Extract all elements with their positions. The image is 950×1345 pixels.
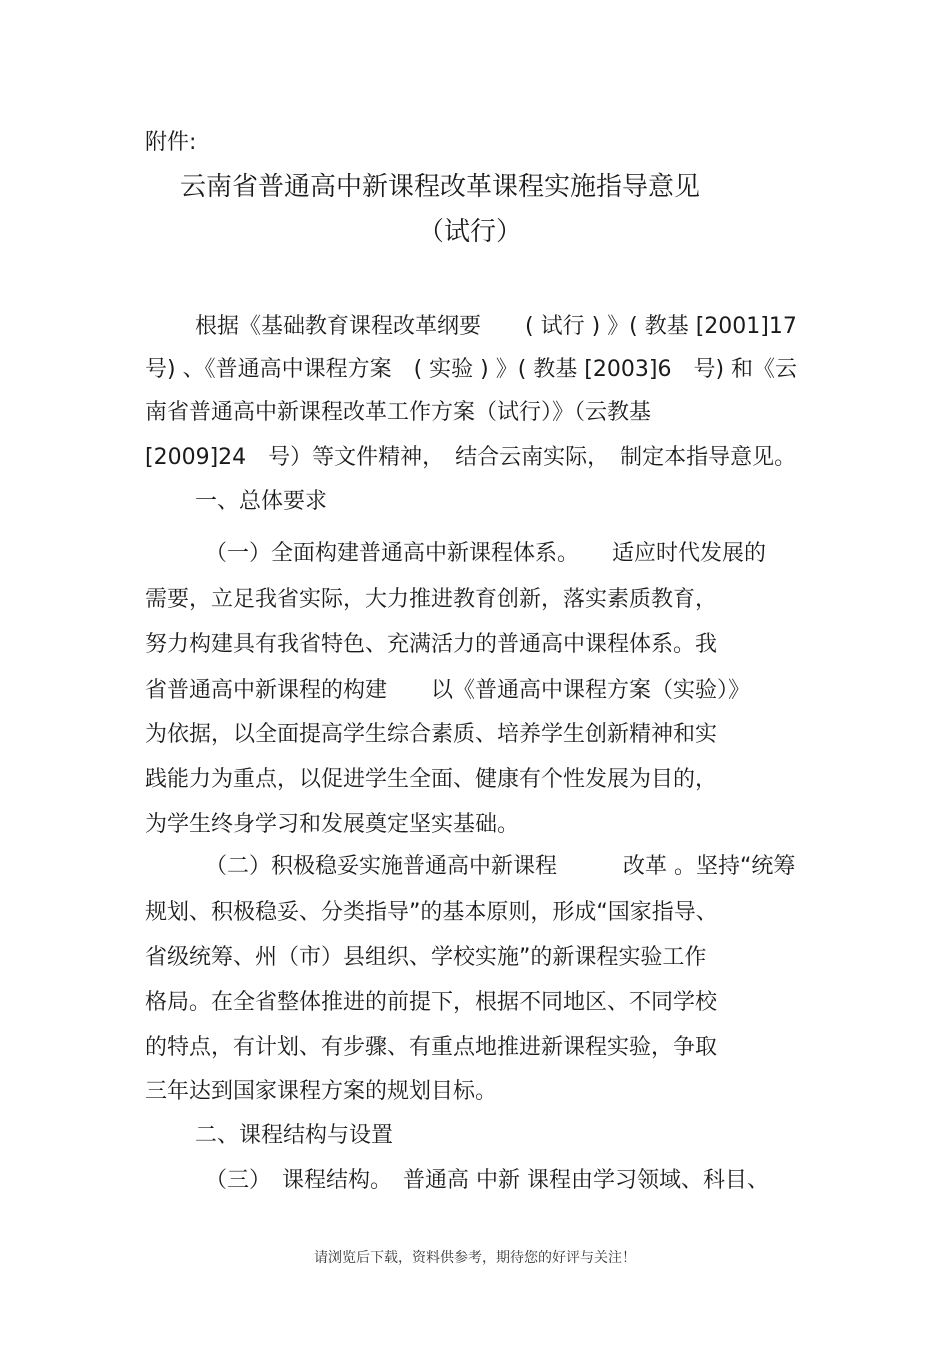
paragraph-line: [2009]24 号）等文件精神， 结合云南实际， 制定本指导意见。 <box>145 445 797 470</box>
paragraph-line: 践能力为重点，以促进学生全面、健康有个性发展为目的， <box>145 767 718 792</box>
paragraph-line: （一）全面构建普通高中新课程体系。 适应时代发展的 <box>205 541 767 566</box>
document-title: 云南省普通高中新课程改革课程实施指导意见 <box>179 172 700 202</box>
section-heading: 一、总体要求 <box>195 489 328 514</box>
paragraph-line: 为依据，以全面提高学生综合素质、培养学生创新精神和实 <box>145 722 718 747</box>
paragraph-line: 号) 、《普通高中课程方案 ( 实验 ) 》( 教基 [2003]6 号) 和《云 <box>145 357 798 382</box>
paragraph-line: 省普通高中新课程的构建 以《普通高中课程方案（实验）》 <box>145 678 751 703</box>
paragraph-line: 规划、积极稳妥、分类指导”的基本原则，形成“国家指导、 <box>145 900 718 925</box>
paragraph-line: 省级统筹、州（市）县组织、学校实施”的新课程实验工作 <box>145 945 707 970</box>
document-subtitle: （试行） <box>417 217 522 247</box>
paragraph-line: （二）积极稳妥实施普通高中新课程 改革 。坚持“统筹 <box>205 854 796 879</box>
paragraph-line: 需要，立足我省实际，大力推进教育创新，落实素质教育， <box>145 587 718 612</box>
paragraph-line: 南省普通高中新课程改革工作方案（试行）》（云教基 <box>145 400 652 425</box>
paragraph-line: 为学生终身学习和发展奠定坚实基础。 <box>145 812 520 837</box>
paragraph-line: 格局。在全省整体推进的前提下，根据不同地区、不同学校 <box>145 990 718 1015</box>
attachment-label: 附件: <box>145 130 197 155</box>
page-footer: 请浏览后下载，资料供参考，期待您的好评与关注！ <box>314 1250 636 1266</box>
paragraph-line: 努力构建具有我省特色、充满活力的普通高中课程体系。我 <box>145 632 718 657</box>
paragraph-line: 的特点，有计划、有步骤、有重点地推进新课程实验，争取 <box>145 1035 718 1060</box>
paragraph-line: 三年达到国家课程方案的规划目标。 <box>145 1079 498 1104</box>
paragraph-line: 根据《基础教育课程改革纲要 ( 试行 ) 》( 教基 [2001]17 <box>195 314 797 339</box>
paragraph-line: （三） 课程结构。 普通高 中新 课程由学习领域、科目、 <box>205 1168 769 1193</box>
section-heading: 二、课程结构与设置 <box>195 1123 394 1148</box>
